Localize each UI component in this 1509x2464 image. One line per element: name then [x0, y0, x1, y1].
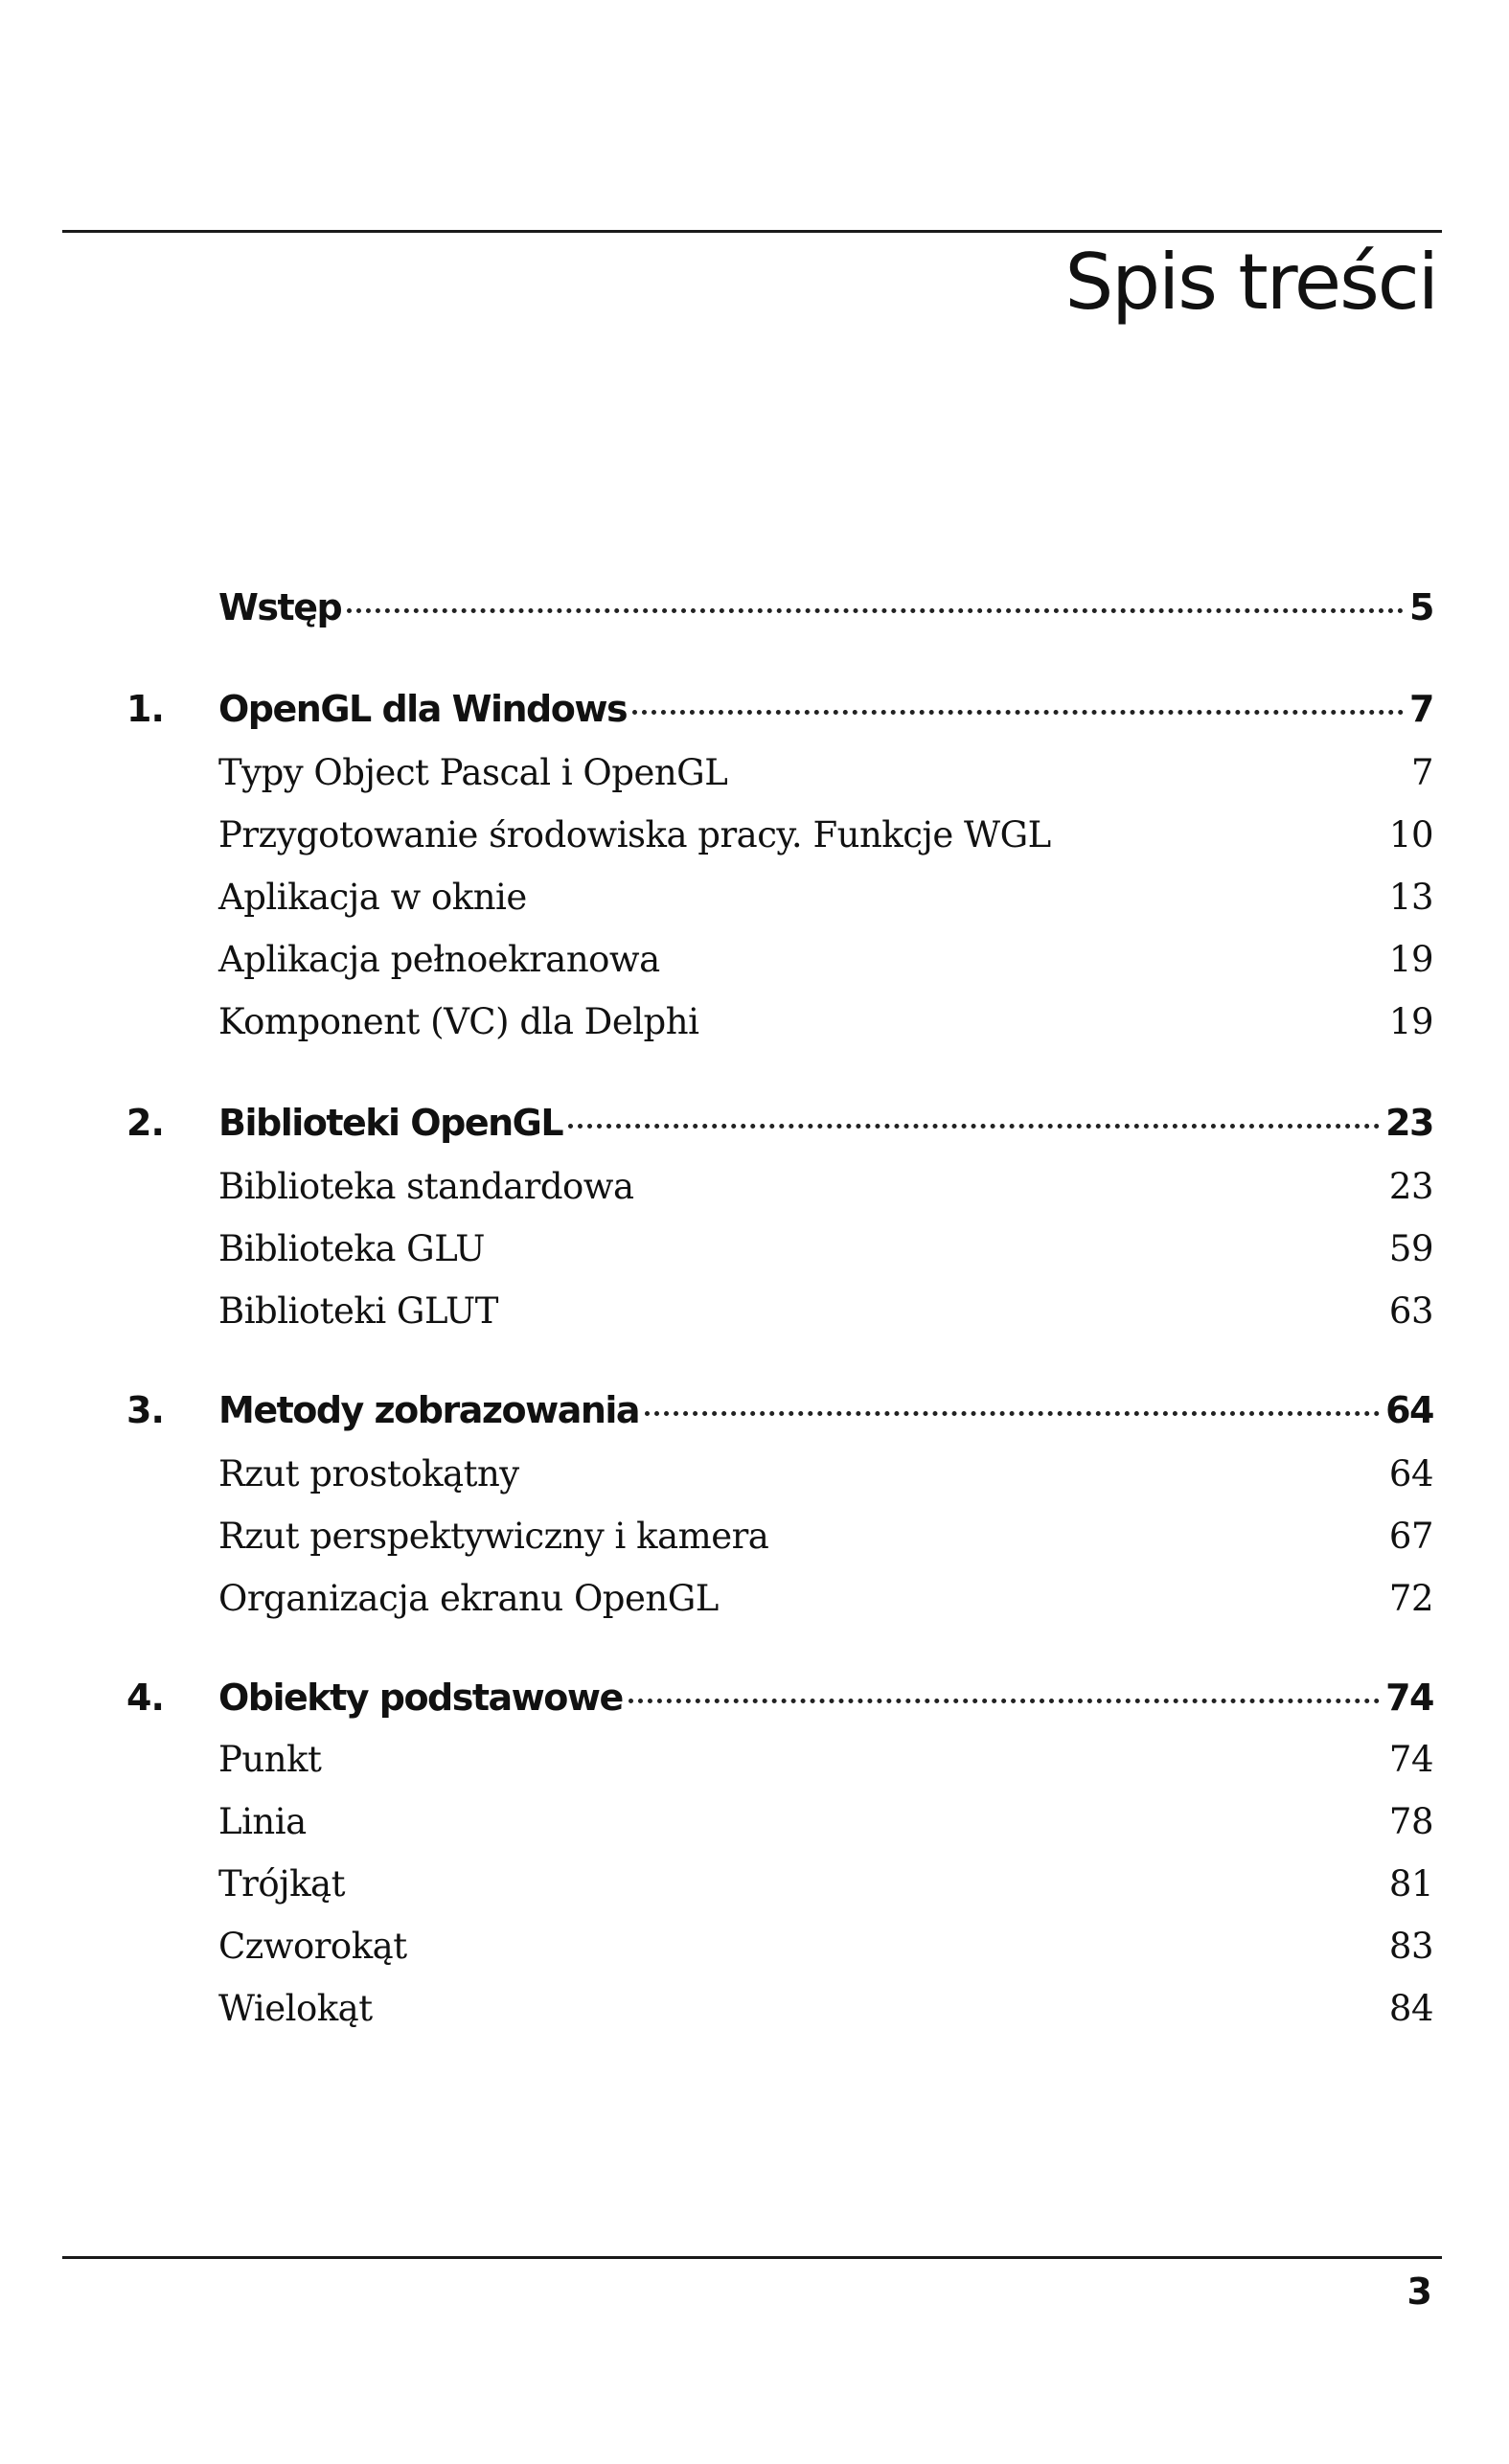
- toc-entry-page: 7: [1409, 688, 1433, 730]
- toc-entry-title: Biblioteka standardowa: [218, 1166, 634, 1207]
- toc-chapter-1[interactable]: [126, 688, 1433, 736]
- toc-entry-title: Aplikacja pełnoekranowa: [218, 939, 660, 980]
- toc-entry-page: 19: [1388, 939, 1433, 980]
- toc-entry-title: Biblioteki OpenGL: [218, 1102, 563, 1144]
- toc-entry-page: 59: [1388, 1228, 1433, 1269]
- toc-section[interactable]: [218, 814, 1433, 862]
- page-number: 3: [1406, 2270, 1432, 2313]
- toc-entry-page: 23: [1388, 1166, 1433, 1207]
- toc-entry-page: 10: [1388, 814, 1433, 856]
- toc-entry-title: OpenGL dla Windows: [218, 688, 628, 730]
- toc-section[interactable]: [218, 1578, 1433, 1626]
- dot-leader: [645, 1411, 1380, 1416]
- toc-entry-page: 19: [1388, 1001, 1433, 1042]
- chapter-number: 4.: [126, 1677, 164, 1719]
- dot-leader: [347, 608, 1404, 613]
- toc-entry-page: 64: [1388, 1453, 1433, 1494]
- toc-entry-title: Rzut prostokątny: [218, 1453, 519, 1494]
- toc-entry-page: 74: [1388, 1739, 1433, 1780]
- toc-entry-page: 74: [1385, 1677, 1433, 1719]
- toc-section[interactable]: [218, 939, 1433, 987]
- toc-entry-title: Metody zobrazowania: [218, 1389, 640, 1431]
- toc-section[interactable]: [218, 1453, 1433, 1501]
- toc-section[interactable]: [218, 1801, 1433, 1849]
- toc-entry-page: 64: [1385, 1389, 1433, 1431]
- dot-leader: [632, 710, 1404, 715]
- toc-section[interactable]: [218, 1926, 1433, 1973]
- toc-entry-title: Wielokąt: [218, 1988, 373, 2029]
- toc-entry-page: 83: [1388, 1926, 1433, 1967]
- toc-entry-page: 81: [1388, 1863, 1433, 1905]
- toc-entry-title: Organizacja ekranu OpenGL: [218, 1578, 719, 1619]
- dot-leader: [568, 1124, 1380, 1129]
- toc-section[interactable]: [218, 877, 1433, 924]
- toc-entry-title: Trójkąt: [218, 1863, 345, 1905]
- toc-entry-page: 63: [1388, 1290, 1433, 1332]
- toc-entry-title: Przygotowanie środowiska pracy. Funkcje WGL: [218, 814, 1051, 856]
- toc-entry-page: 78: [1388, 1801, 1433, 1842]
- toc-entry-page: 23: [1385, 1102, 1433, 1144]
- toc-section[interactable]: [218, 1166, 1433, 1214]
- chapter-number: 1.: [126, 688, 164, 730]
- chapter-number: 3.: [126, 1389, 164, 1431]
- toc-section[interactable]: [218, 1739, 1433, 1787]
- toc-section[interactable]: [218, 1228, 1433, 1276]
- toc-entry-intro[interactable]: [218, 586, 1433, 634]
- toc-entry-title: Typy Object Pascal i OpenGL: [218, 752, 728, 793]
- toc-entry-page: 72: [1388, 1578, 1433, 1619]
- toc-entry-title: Biblioteki GLUT: [218, 1290, 498, 1332]
- bottom-rule: [62, 2256, 1442, 2259]
- toc-entry-title: Linia: [218, 1801, 307, 1842]
- dot-leader: [629, 1699, 1380, 1703]
- toc-entry-title: Wstęp: [218, 586, 342, 628]
- toc-entry-page: 5: [1409, 586, 1433, 628]
- toc-section[interactable]: [218, 752, 1433, 800]
- toc-entry-title: Czworokąt: [218, 1926, 407, 1967]
- toc-section[interactable]: [218, 1290, 1433, 1338]
- toc-entry-title: Rzut perspektywiczny i kamera: [218, 1516, 769, 1557]
- toc-entry-page: 67: [1388, 1516, 1433, 1557]
- toc-chapter-4[interactable]: [126, 1677, 1433, 1724]
- chapter-number: 2.: [126, 1102, 164, 1144]
- toc-entry-page: 84: [1388, 1988, 1433, 2029]
- page-title: Spis treści: [1064, 238, 1437, 327]
- toc-section[interactable]: [218, 1001, 1433, 1049]
- toc-entry-page: 13: [1388, 877, 1433, 918]
- toc-entry-page: 7: [1410, 752, 1433, 793]
- toc-entry-title: Biblioteka GLU: [218, 1228, 485, 1269]
- toc-entry-title: Obiekty podstawowe: [218, 1677, 623, 1719]
- toc-section[interactable]: [218, 1863, 1433, 1911]
- toc-entry-title: Aplikacja w oknie: [218, 877, 527, 918]
- toc-chapter-3[interactable]: [126, 1389, 1433, 1437]
- toc-section[interactable]: [218, 1516, 1433, 1563]
- toc-chapter-2[interactable]: [126, 1102, 1433, 1150]
- toc-entry-title: Komponent (VC) dla Delphi: [218, 1001, 699, 1042]
- top-rule: [62, 230, 1442, 233]
- toc-entry-title: Punkt: [218, 1739, 322, 1780]
- toc-section[interactable]: [218, 1988, 1433, 2036]
